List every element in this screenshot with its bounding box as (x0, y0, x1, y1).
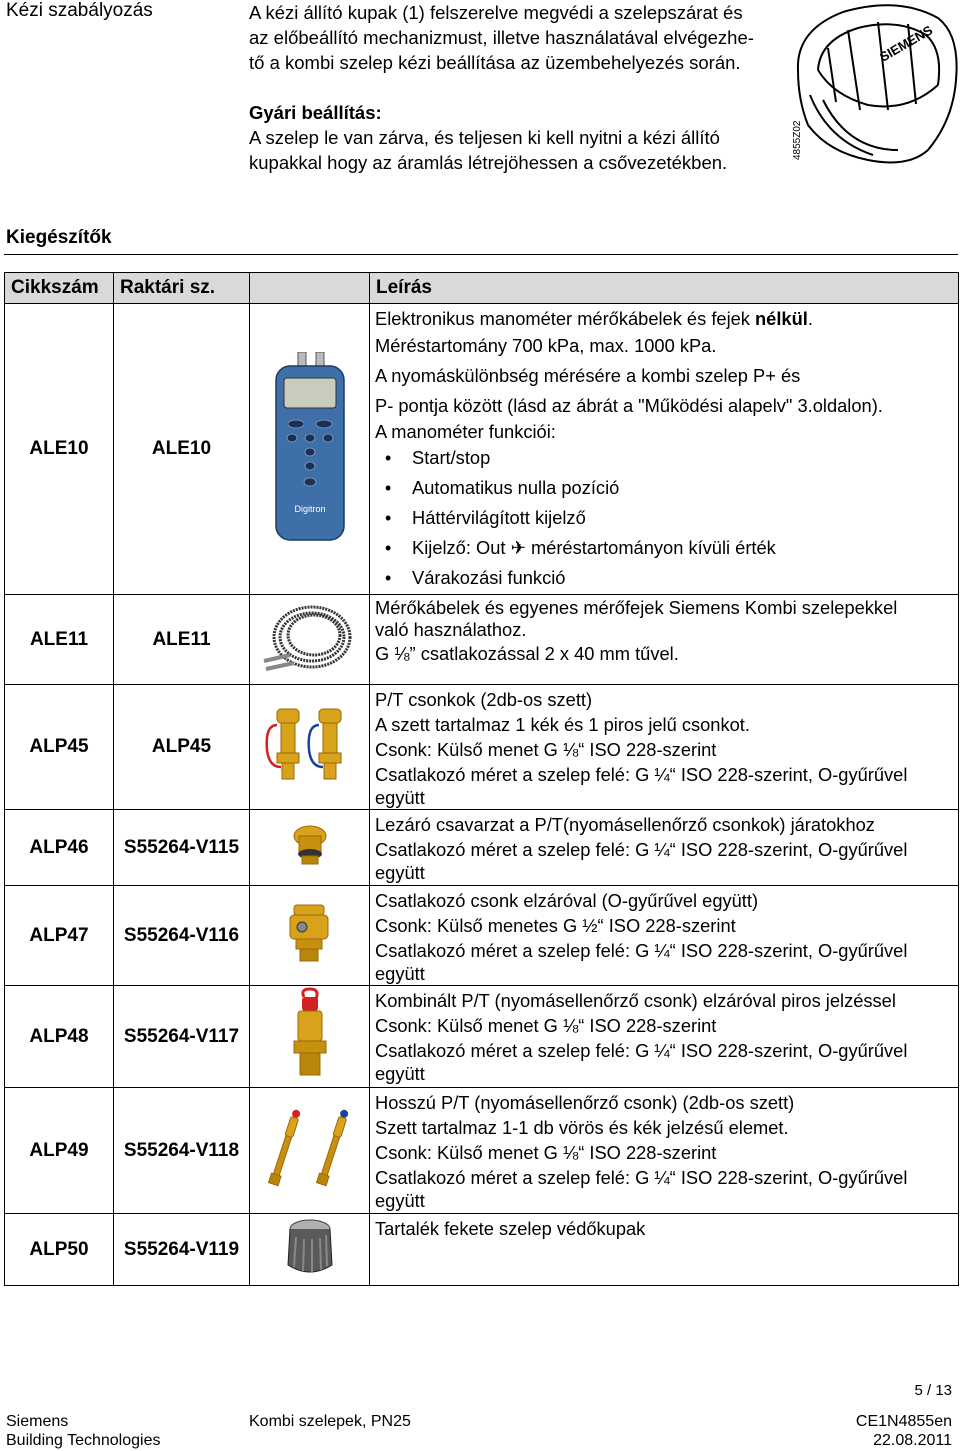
desc-line: együtt (375, 1063, 425, 1084)
footer-product: Kombi szelepek, PN25 (249, 1413, 411, 1430)
pt-plugs-pair-image (250, 685, 370, 810)
row-code: ALE11 (5, 595, 114, 685)
desc-line: Hosszú P/T (nyomásellenőrző csonk) (2db-os szett) (375, 1092, 795, 1113)
table-row (5, 685, 959, 810)
desc-line: együtt (375, 1190, 425, 1211)
cable-icon (260, 597, 360, 677)
table-row (5, 986, 959, 1088)
factory-line: A szelep le van zárva, és teljesen ki kell nyitni a kézi állító (249, 127, 720, 148)
footer-company-line: Siemens (6, 1413, 69, 1430)
row-desc (370, 986, 959, 1088)
row-stock: S55264-V117 (114, 986, 250, 1088)
desc-line: Kombinált P/T (nyomásellenőrző csonk) elzáróval piros jelzéssel (375, 990, 896, 1011)
desc-line: Elektronikus manométer mérőkábelek és fejek nélkül. (375, 308, 813, 329)
row-code: ALP45 (5, 685, 114, 810)
footer-company-line: Building Technologies (6, 1432, 161, 1449)
intro-text (249, 0, 779, 175)
knob-brand: SIEMENS (877, 22, 936, 65)
intro-line: az előbeállító mechanizmust, illetve használatával elvégezhe- (249, 27, 754, 48)
desc-line: P/T csonkok (2db-os szett) (375, 689, 593, 710)
desc-line: Lezáró csavarzat a P/T(nyomásellenőrző csonkok) járatokhoz (375, 814, 875, 835)
footer-date: 22.08.2011 (873, 1432, 952, 1449)
section-rule (4, 254, 958, 255)
manometer-image (250, 304, 370, 595)
row-desc (370, 595, 959, 685)
desc-line: való használathoz. (375, 619, 527, 640)
desc-line: Csonk: Külső menet G ⅛“ ISO 228-szerint (375, 1142, 717, 1163)
desc-line: Csatlakozó méret a szelep felé: G ¼“ ISO 228-szerint, O-gyűrűvel (375, 839, 908, 860)
row-stock: S55264-V118 (114, 1088, 250, 1214)
desc-line: P- pontja között (lásd az ábrát a "Működési alapelv" 3.oldalon). (375, 395, 883, 416)
row-desc (370, 810, 959, 886)
page-number: 5 / 13 (914, 1382, 952, 1399)
table-row (5, 304, 959, 595)
desc-line: Csatlakozó csonk elzáróval (O-gyűrűvel együtt) (375, 890, 759, 911)
row-stock: ALE10 (114, 304, 250, 595)
table-row (5, 595, 959, 685)
knob-line-art (788, 0, 960, 170)
row-code: ALE10 (5, 304, 114, 595)
row-desc (370, 1088, 959, 1214)
manometer-icon (270, 352, 350, 542)
device-brand: Digitron (293, 503, 326, 514)
connector-image (250, 886, 370, 986)
footer-company (6, 1412, 160, 1450)
desc-line: együtt (375, 963, 425, 984)
desc-line: A szett tartalmaz 1 kék és 1 piros jelű csonkot. (375, 714, 750, 735)
row-stock: S55264-V116 (114, 886, 250, 986)
desc-line: Tartalék fekete szelep védőkupak (375, 1218, 646, 1239)
desc-line: együtt (375, 787, 425, 808)
factory-line: kupakkal hogy az áramlás létrejöhessen a csővezetékben. (249, 152, 728, 173)
footer-doc (856, 1412, 952, 1450)
row-code: ALP49 (5, 1088, 114, 1214)
desc-line: Csatlakozó méret a szelep felé: G ¼“ ISO 228-szerint, O-gyűrűvel (375, 764, 908, 785)
feature-item: • Automatikus nulla pozíció (375, 473, 954, 503)
desc-line: Csonk: Külső menetes G ½“ ISO 228-szerint (375, 915, 736, 936)
table-row (5, 810, 959, 886)
manual-knob-drawing (788, 0, 960, 170)
pt-plugs-icon (265, 705, 355, 785)
desc-line: Csonk: Külső menet G ⅛“ ISO 228-szerint (375, 1015, 717, 1036)
header-image (250, 273, 370, 304)
footer-doc-id: CE1N4855en (855, 1413, 952, 1430)
feature-item: • Start/stop (375, 443, 954, 473)
row-desc (370, 304, 959, 595)
combined-pt-icon (280, 987, 340, 1082)
sealing-screw-icon (285, 820, 335, 870)
row-stock: ALP45 (114, 685, 250, 810)
feature-item: • Várakozási funkció (375, 563, 954, 593)
desc-line: G ⅛” csatlakozással 2 x 40 mm tűvel. (375, 643, 679, 664)
desc-line: Méréstartomány 700 kPa, max. 1000 kPa. (375, 335, 717, 356)
feature-list (375, 443, 954, 593)
row-code: ALP46 (5, 810, 114, 886)
header-code: Cikkszám (5, 273, 114, 304)
row-code: ALP48 (5, 986, 114, 1088)
knob-code: 4855Z02 (792, 120, 803, 160)
feature-item: • Háttérvilágított kijelző (375, 503, 954, 533)
connector-icon (280, 901, 340, 966)
row-stock: S55264-V115 (114, 810, 250, 886)
desc-line: Csatlakozó méret a szelep felé: G ¼“ ISO 228-szerint, O-gyűrűvel (375, 1167, 908, 1188)
section-title: Kiegészítők (6, 227, 112, 248)
row-desc (370, 1214, 959, 1286)
table-row (5, 1214, 959, 1286)
header-desc: Leírás (370, 273, 959, 304)
sealing-screw-image (250, 810, 370, 886)
combined-pt-image (250, 986, 370, 1088)
desc-line: Csatlakozó méret a szelep felé: G ¼“ ISO 228-szerint, O-gyűrűvel (375, 1040, 908, 1061)
row-desc (370, 685, 959, 810)
factory-title: Gyári beállítás: (249, 102, 382, 123)
spare-cap-icon (280, 1215, 340, 1279)
table-header-row (5, 273, 959, 304)
table-row (5, 886, 959, 986)
side-title: Kézi szabályozás (6, 0, 153, 21)
row-code: ALP47 (5, 886, 114, 986)
desc-line: együtt (375, 862, 425, 883)
row-stock: ALE11 (114, 595, 250, 685)
desc-line: Csatlakozó méret a szelep felé: G ¼“ ISO 228-szerint, O-gyűrűvel (375, 940, 908, 961)
desc-line: Mérőkábelek és egyenes mérőfejek Siemens Kombi szelepekkel (375, 597, 898, 618)
cable-image (250, 595, 370, 685)
desc-line: Csonk: Külső menet G ⅛“ ISO 228-szerint (375, 739, 717, 760)
row-stock: S55264-V119 (114, 1214, 250, 1286)
long-pt-icon (255, 1106, 365, 1191)
desc-line: A nyomáskülönbség mérésére a kombi szelep P+ és (375, 365, 801, 386)
intro-line: A kézi állító kupak (1) felszerelve megvédi a szelepszárat és (249, 2, 743, 23)
row-desc (370, 886, 959, 986)
table-row (5, 1088, 959, 1214)
desc-line: Szett tartalmaz 1-1 db vörös és kék jelzésű elemet. (375, 1117, 789, 1138)
accessories-table (4, 272, 959, 1286)
row-code: ALP50 (5, 1214, 114, 1286)
spare-cap-image (250, 1214, 370, 1286)
intro-line: tő a kombi szelep kézi beállítása az üzembehelyezés során. (249, 52, 741, 73)
long-pt-image (250, 1088, 370, 1214)
header-stock: Raktári sz. (114, 273, 250, 304)
feature-item: • Kijelző: Out ✈ méréstartományon kívüli érték (375, 533, 954, 563)
desc-line: A manométer funkciói: (375, 421, 556, 442)
